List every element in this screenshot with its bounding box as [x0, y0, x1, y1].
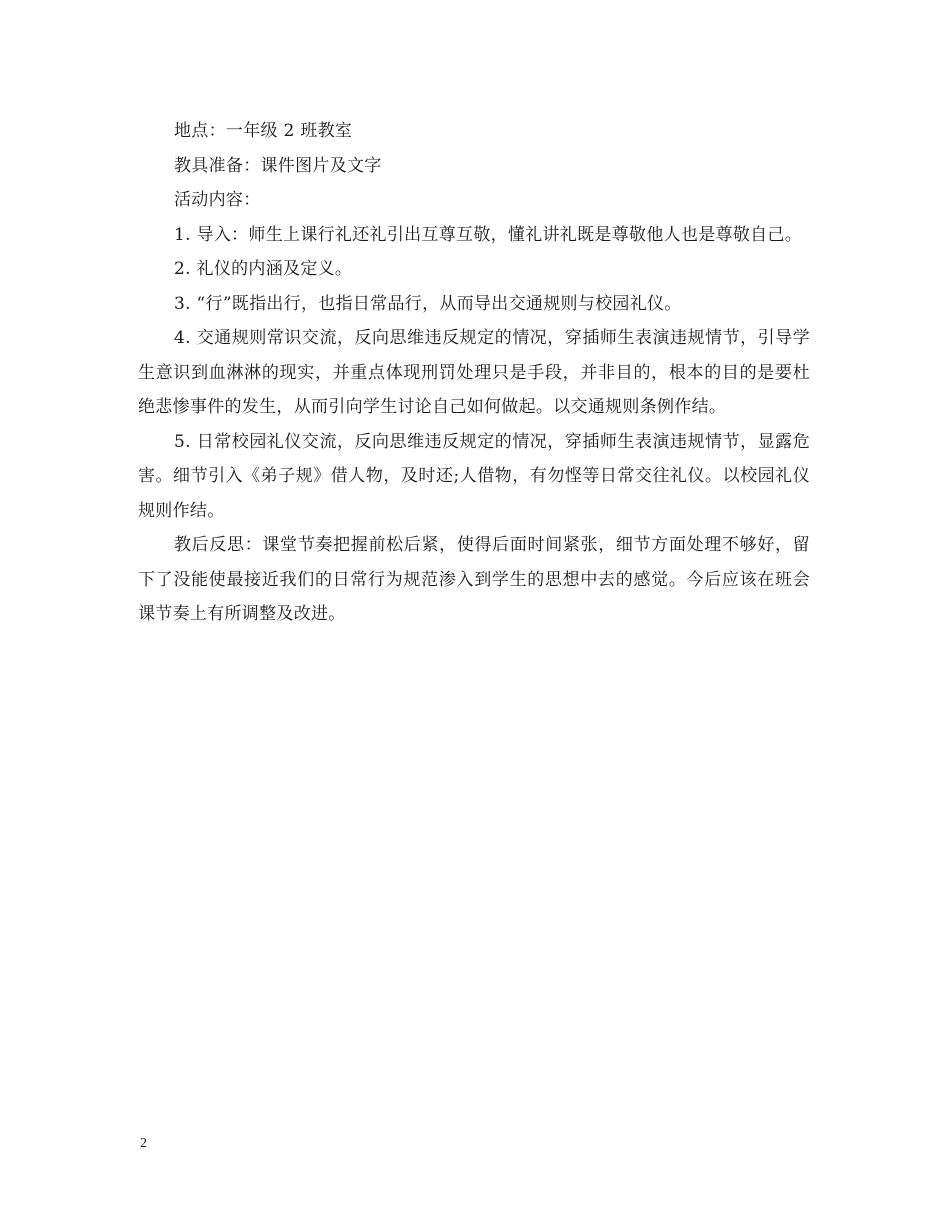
activity-item-5: 5. 日常校园礼仪交流，反向思维违反规定的情况，穿插师生表演违规情节，显露危害。细节引入《弟子规》借人物，及时还;人借物，有勿悭等日常交往礼仪。以校园礼仪规则作结。	[138, 431, 810, 521]
activity-item-4: 4. 交通规则常识交流，反向思维违反规定的情况，穿插师生表演违规情节，引导学生意识到血淋淋的现实，并重点体现刑罚处理只是手段，并非目的，根本的目的是要杜绝悲惨事件的发生，从而引向学生讨论自己如何做起。以交通规则条例作结。	[138, 328, 810, 417]
reflection-paragraph: 教后反思：课堂节奏把握前松后紧，使得后面时间紧张，细节方面处理不够好，留下了没能使最接近我们的日常行为规范渗入到学生的思想中去的感觉。今后应该在班会课节奏上有所调整及改进。	[138, 535, 810, 624]
document-body	[138, 114, 810, 632]
activity-heading: 活动内容：	[174, 190, 261, 210]
activity-item-1: 1. 导入：师生上课行礼还礼引出互尊互敬，懂礼讲礼既是尊敬他人也是尊敬自己。	[174, 224, 803, 245]
activity-item-2: 2. 礼仪的内涵及定义。	[174, 259, 353, 279]
activity-item-3: 3. “行”既指出行，也指日常品行，从而导出交通规则与校园礼仪。	[174, 293, 682, 314]
page-number: 2	[140, 1136, 147, 1151]
location-line: 地点：一年级 2 班教室	[174, 121, 353, 141]
materials-line: 教具准备：课件图片及文字	[174, 155, 382, 176]
